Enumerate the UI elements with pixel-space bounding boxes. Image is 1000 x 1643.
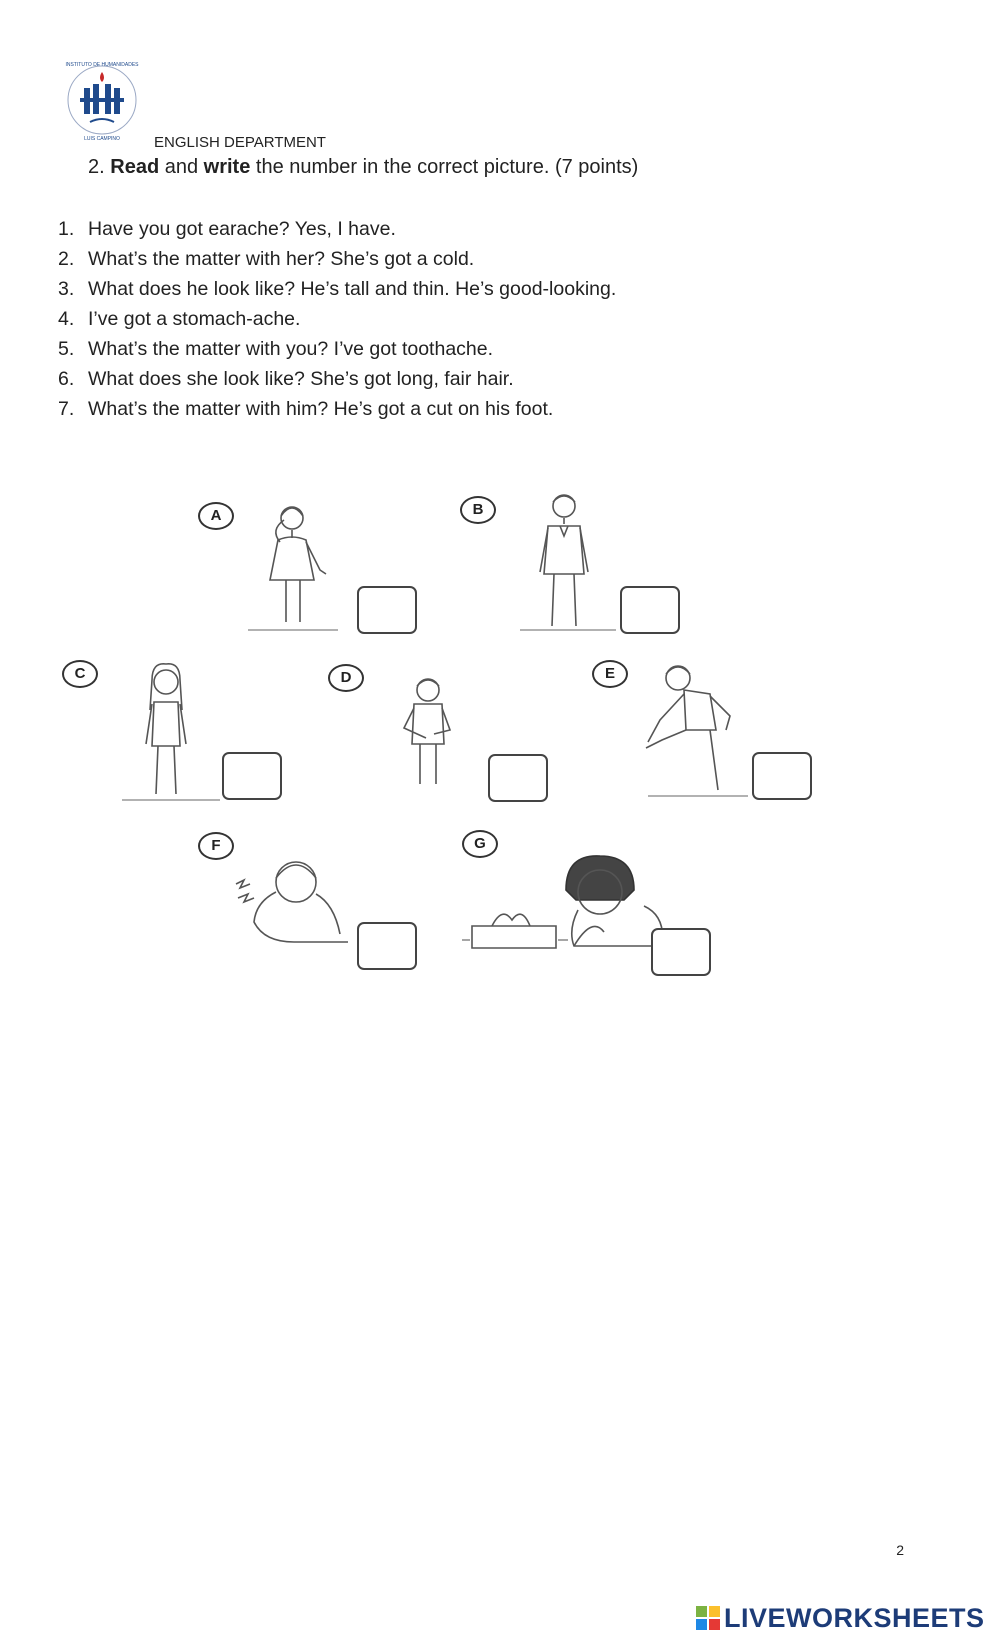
question-item [58,364,616,394]
question-number: 7. [58,398,75,420]
question-item [58,274,616,304]
task-number: 2. [88,156,105,178]
tall-thin-man-icon [520,490,620,635]
answer-box-a[interactable] [357,586,417,634]
picture-letter-f: F [198,832,234,860]
answer-box-d[interactable] [488,754,548,802]
question-item [58,304,616,334]
picture-letter-a: A [198,502,234,530]
boy-with-cut-foot-icon [638,660,748,800]
svg-text:INSTITUTO DE HUMANIDADES: INSTITUTO DE HUMANIDADES [65,62,139,68]
question-text: What’s the matter with him? He’s got a cut on his foot. [88,398,554,420]
answer-box-c[interactable] [222,752,282,800]
girl-with-toothache-icon [248,496,348,636]
picture-letter-b: B [460,496,496,524]
question-text: What does she look like? She’s got long, fair hair. [88,368,514,390]
task-rest: the number in the correct picture. (7 points) [255,156,639,178]
question-number: 3. [58,278,75,300]
picture-letter-g: G [462,830,498,858]
picture-letter-d: D [328,664,364,692]
footer-brand-text: LIVEWORKSHEETS [724,1602,985,1633]
question-number: 5. [58,338,75,360]
picture-letter-e: E [592,660,628,688]
svg-text:LUIS CAMPINO: LUIS CAMPINO [84,136,120,142]
question-number: 6. [58,368,75,390]
footer-brand[interactable] [696,1601,985,1635]
question-item [58,244,616,274]
question-text: Have you got earache? Yes, I have. [88,218,396,240]
institute-seal-icon [58,58,146,142]
woman-with-cold-icon [462,850,672,950]
liveworksheets-logo-icon [696,1606,720,1630]
question-item [58,214,616,244]
question-item [58,334,616,364]
girl-with-long-hair-icon [122,662,222,802]
question-item [58,394,616,424]
question-text: What’s the matter with you? I’ve got toothache. [88,338,494,360]
task-instruction [88,156,638,179]
question-text: What does he look like? He’s tall and thin. He’s good-looking. [88,278,617,300]
question-list [58,214,616,424]
answer-box-e[interactable] [752,752,812,800]
task-word-read: Read [110,156,160,178]
question-number: 1. [58,218,75,240]
boy-with-stomach-ache-icon [388,674,468,794]
boy-with-earache-icon [234,852,354,948]
question-text: What’s the matter with her? She’s got a cold. [88,248,475,270]
picture-letter-c: C [62,660,98,688]
page-number: 2 [896,1542,904,1558]
question-number: 4. [58,308,75,330]
answer-box-b[interactable] [620,586,680,634]
department-label: ENGLISH DEPARTMENT [154,134,326,151]
task-word-and: and [164,156,199,178]
answer-box-f[interactable] [357,922,417,970]
task-word-write: write [203,156,251,178]
question-text: I’ve got a stomach-ache. [88,308,301,330]
answer-box-g[interactable] [651,928,711,976]
question-number: 2. [58,248,75,270]
